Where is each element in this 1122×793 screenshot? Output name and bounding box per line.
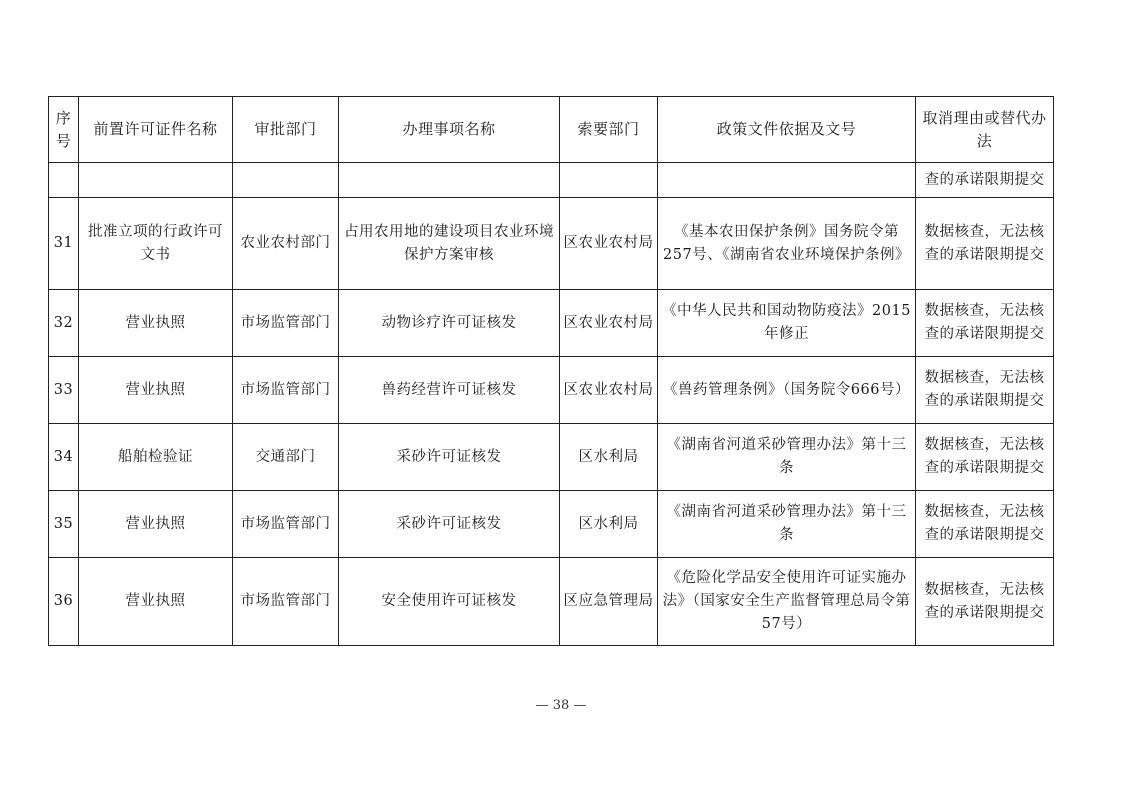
row-requester: 区应急管理局 [560,558,658,646]
row-reason: 数据核查，无法核查的承诺限期提交 [916,491,1054,558]
row-item: 采砂许可证核发 [339,491,560,558]
row-item: 采砂许可证核发 [339,424,560,491]
row-approver: 市场监管部门 [233,357,339,424]
row-item: 安全使用许可证核发 [339,558,560,646]
row-requester: 区农业农村局 [560,290,658,357]
row-approver: 农业农村部门 [233,198,339,290]
row-reason: 数据核查，无法核查的承诺限期提交 [916,290,1054,357]
table-row [49,290,1054,357]
row-no: 33 [49,357,79,424]
row-item: 占用农用地的建设项目农业环境保护方案审核 [339,198,560,290]
table-row [49,357,1054,424]
table-row [49,558,1054,646]
row-reason: 数据核查，无法核查的承诺限期提交 [916,357,1054,424]
row-license: 营业执照 [79,491,233,558]
row-basis: 《湖南省河道采砂管理办法》第十三条 [658,491,916,558]
table-row [49,424,1054,491]
row-approver: 市场监管部门 [233,491,339,558]
header-row [49,97,1054,163]
row-license: 营业执照 [79,357,233,424]
row-requester: 区农业农村局 [560,357,658,424]
row-item: 兽药经营许可证核发 [339,357,560,424]
page-number: — 38 — [535,698,587,713]
row-license: 批准立项的行政许可文书 [79,198,233,290]
header-basis: 政策文件依据及文号 [658,97,916,163]
policy-table [48,96,1054,646]
row-no: 36 [49,558,79,646]
row-approver: 市场监管部门 [233,558,339,646]
header-requester: 索要部门 [560,97,658,163]
row-basis: 《基本农田保护条例》国务院令第257号、《湖南省农业环境保护条例》 [658,198,916,290]
row-basis: 《兽药管理条例》（国务院令666号） [658,357,916,424]
header-no: 序号 [49,97,79,163]
header-reason: 取消理由或替代办法 [916,97,1054,163]
header-approver: 审批部门 [233,97,339,163]
row-reason: 数据核查，无法核查的承诺限期提交 [916,198,1054,290]
continuation-row [49,163,1054,198]
row-basis: 《中华人民共和国动物防疫法》2015年修正 [658,290,916,357]
row-license: 营业执照 [79,290,233,357]
row-no: 32 [49,290,79,357]
row-no: 31 [49,198,79,290]
table-row [49,491,1054,558]
row-reason: 数据核查，无法核查的承诺限期提交 [916,558,1054,646]
row-reason: 数据核查，无法核查的承诺限期提交 [916,424,1054,491]
header-license: 前置许可证件名称 [79,97,233,163]
table-row [49,198,1054,290]
row-basis: 《危险化学品安全使用许可证实施办法》（国家安全生产监督管理总局令第57号） [658,558,916,646]
header-item: 办理事项名称 [339,97,560,163]
row-license: 营业执照 [79,558,233,646]
continuation-reason: 查的承诺限期提交 [916,163,1054,198]
row-approver: 市场监管部门 [233,290,339,357]
row-no: 35 [49,491,79,558]
row-no: 34 [49,424,79,491]
row-requester: 区农业农村局 [560,198,658,290]
row-requester: 区水利局 [560,424,658,491]
row-approver: 交通部门 [233,424,339,491]
row-item: 动物诊疗许可证核发 [339,290,560,357]
row-license: 船舶检验证 [79,424,233,491]
row-requester: 区水利局 [560,491,658,558]
row-basis: 《湖南省河道采砂管理办法》第十三条 [658,424,916,491]
